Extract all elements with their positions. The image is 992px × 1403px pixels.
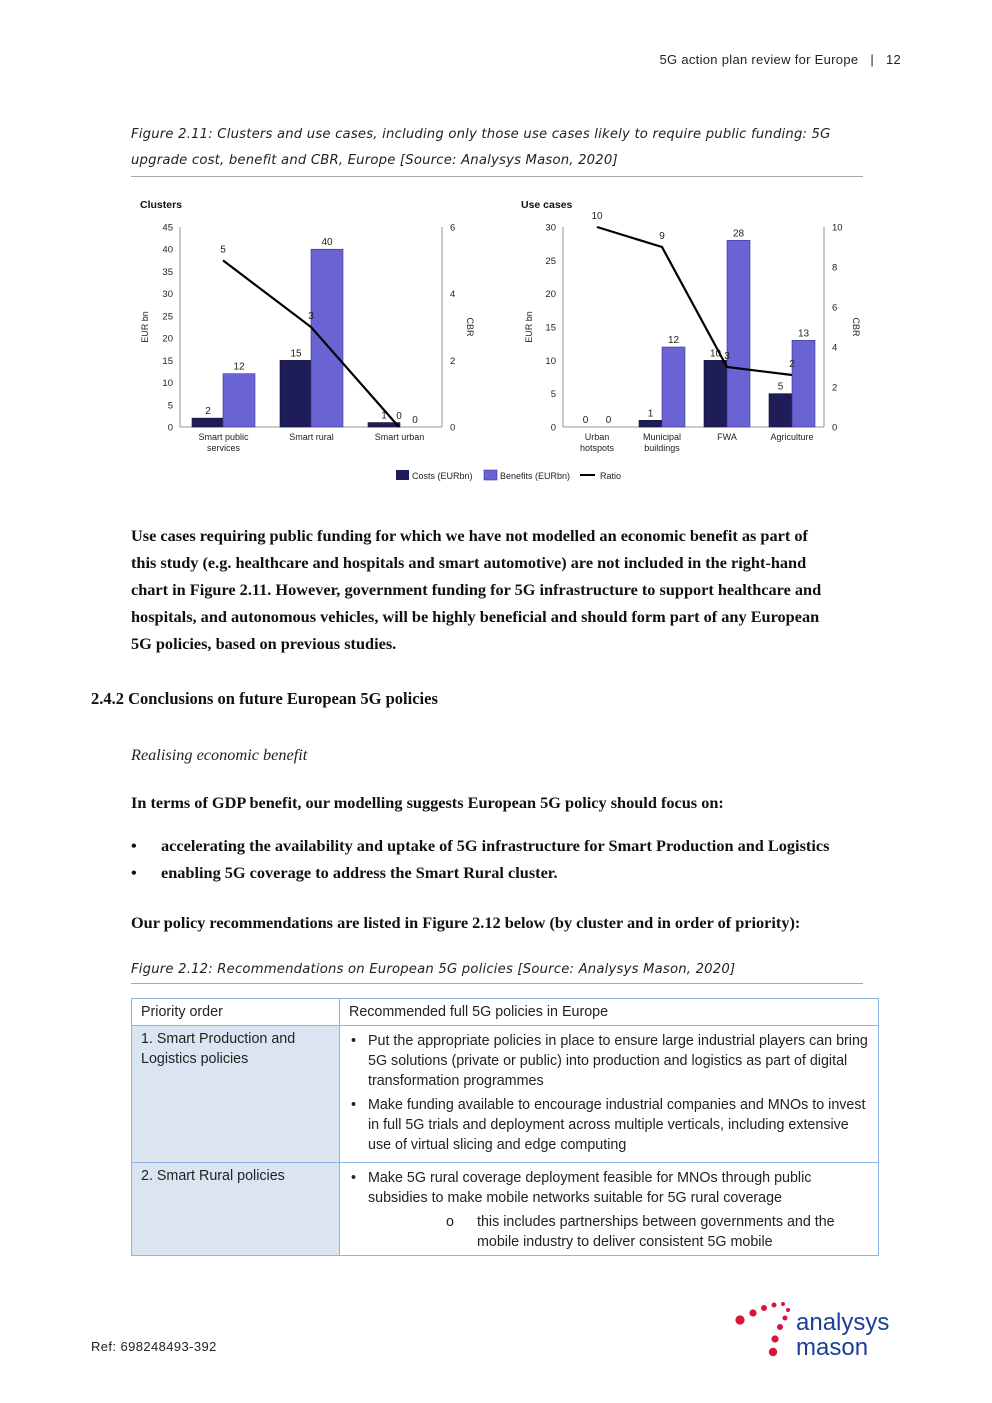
sub-list-item-text: this includes partnerships between governments and the mobile industry to deliver consistent 5G mobile [477, 1214, 835, 1250]
table-row [132, 1163, 879, 1256]
legend-benefits-swatch [484, 470, 497, 480]
document-reference: Ref: 698248493-392 [91, 1339, 217, 1354]
y2-tick-label: 2 [450, 355, 456, 367]
paragraph-line: chart in Figure 2.11. However, government funding for 5G infrastructure to support healthcare and [131, 580, 822, 599]
cost-bar [704, 360, 727, 427]
header-separator: | [870, 52, 875, 67]
cost-data-label: 1 [381, 410, 387, 422]
list-item-text: Put the appropriate policies in place to ensure large industrial players can bring 5G solutions (private or public) into production and logistics as part of digital transformation programmes [368, 1033, 868, 1089]
category-label: Urban [584, 432, 610, 442]
category-label: Smart rural [289, 432, 334, 442]
paragraph-gdp: In terms of GDP benefit, our modelling suggests European 5G policy should focus on: [131, 793, 724, 812]
cost-bar [769, 394, 792, 427]
clusters-y2-axis-label: CBR [465, 317, 475, 337]
use-cases-chart [521, 199, 861, 453]
benefit-data-label: 28 [732, 228, 745, 240]
category-label: services [206, 443, 241, 453]
header-title: 5G action plan review for Europe [659, 52, 859, 67]
bullet-icon: • [131, 863, 137, 882]
paragraph-line: Use cases requiring public funding for which we have not modelled an economic benefit as part of [131, 526, 808, 545]
list-item [131, 836, 871, 863]
category-label: Smart urban [374, 432, 425, 442]
circle-bullet-icon: o [446, 1214, 454, 1230]
y-tick-label: 5 [167, 400, 173, 412]
category-label: hotspots [579, 443, 615, 453]
cost-data-label: 2 [205, 406, 211, 418]
y-tick-label: 25 [162, 311, 173, 323]
cost-data-label: 5 [777, 381, 784, 393]
category-label: Agriculture [770, 432, 814, 442]
logo-line-2: mason [796, 1334, 869, 1361]
figure-2-12-caption: Figure 2.12: Recommendations on European 5G policies [Source: Analysys Mason, 2020] [131, 962, 736, 977]
list-item-text: Make funding available to encourage industrial companies and MNOs to invest in full 5G trials and deployment across multiple verticals, including extensive use of virtual slicing and edge computing [368, 1097, 866, 1153]
table-header-cell: Priority order [132, 999, 340, 1026]
paragraph-line: this study (e.g. healthcare and hospitals and smart automotive) are not included in the right-hand [131, 553, 807, 572]
cost-data-label: 0 [582, 415, 589, 426]
clusters-chart [140, 199, 475, 453]
bullet-icon: • [351, 1033, 357, 1049]
y-tick-label: 10 [162, 378, 173, 390]
analysys-mason-logo [730, 1296, 920, 1362]
list-item-text: enabling 5G coverage to address the Smart Rural cluster. [161, 863, 558, 882]
y-tick-label: 30 [545, 222, 556, 234]
y2-tick-label: 4 [832, 342, 838, 354]
list-item [349, 1168, 870, 1208]
recommendations-table [131, 998, 879, 1256]
table-cell-policies [340, 1163, 879, 1256]
clusters-chart-title: Clusters [140, 199, 183, 211]
logo-line-1: analysys [796, 1309, 890, 1336]
ratio-data-label: 3 [724, 351, 730, 362]
subheading: Realising economic benefit [131, 745, 308, 764]
y2-tick-label: 6 [450, 222, 456, 234]
table-cell-priority: 1. Smart Production and Logistics policies [132, 1026, 340, 1163]
y-tick-label: 35 [162, 266, 173, 278]
benefit-data-label: 12 [667, 335, 680, 346]
y2-tick-label: 8 [832, 262, 838, 274]
cost-bar [280, 360, 312, 427]
y2-tick-label: 4 [450, 289, 456, 301]
table-cell-priority: 2. Smart Rural policies [132, 1163, 340, 1256]
y2-tick-label: 6 [832, 302, 838, 314]
ratio-data-label: 5 [220, 244, 226, 256]
logo-dots-icon [735, 1302, 790, 1356]
legend-benefits-label: Benefits (EURbn) [500, 471, 571, 481]
table-cell-policies [340, 1026, 879, 1163]
y-tick-label: 15 [162, 355, 173, 367]
y-tick-label: 20 [545, 289, 556, 301]
benefit-bar [311, 249, 343, 427]
y2-tick-label: 10 [832, 222, 843, 234]
ratio-data-label: 0 [396, 411, 402, 422]
ratio-line [597, 227, 792, 375]
benefit-data-label: 13 [797, 328, 810, 340]
list-item [131, 863, 871, 890]
y-tick-label: 25 [545, 255, 556, 267]
table-header-cell: Recommended full 5G policies in Europe [340, 999, 879, 1026]
y-tick-label: 20 [162, 333, 173, 345]
cost-data-label: 15 [290, 348, 302, 360]
y2-tick-label: 2 [832, 382, 838, 394]
benefit-bar [792, 340, 815, 427]
use-cases-chart-title: Use cases [521, 199, 573, 211]
ratio-data-label: 2 [789, 359, 795, 370]
legend-ratio-label: Ratio [600, 471, 622, 481]
bullet-icon: • [351, 1170, 357, 1186]
cost-bar [639, 420, 662, 427]
paragraph-use-cases [131, 522, 866, 657]
y-tick-label: 5 [550, 389, 556, 401]
bullet-icon: • [131, 836, 137, 855]
clusters-y-axis-label: EUR bn [140, 311, 150, 343]
y-tick-label: 0 [167, 422, 173, 434]
category-label: Municipal [642, 432, 682, 442]
benefit-bar [727, 240, 750, 427]
y2-tick-label: 0 [832, 422, 838, 434]
chart-legend [396, 470, 621, 481]
paragraph-recommendations: Our policy recommendations are listed in Figure 2.12 below (by cluster and in order of priority): [131, 913, 801, 932]
benefit-data-label: 12 [233, 361, 245, 373]
list-item-text: Make 5G rural coverage deployment feasible for MNOs through public subsidies to make mobile networks suitable for 5G rural coverage [368, 1170, 812, 1206]
list-item [349, 1031, 870, 1091]
ratio-data-label: 10 [591, 211, 603, 222]
list-item [349, 1095, 870, 1155]
category-label: FWA [717, 432, 737, 442]
legend-costs-label: Costs (EURbn) [412, 471, 473, 481]
section-heading: 2.4.2 Conclusions on future European 5G policies [91, 689, 438, 708]
benefit-data-label: 40 [321, 237, 333, 249]
use-cases-y-axis-label: EUR bn [524, 311, 534, 343]
cost-data-label: 1 [647, 408, 654, 420]
legend-costs-swatch [396, 470, 409, 480]
figure-2-11-charts [0, 0, 992, 500]
cost-data-label: 10 [709, 348, 722, 360]
y-tick-label: 15 [545, 322, 556, 334]
category-label: Smart public [198, 432, 249, 442]
caption-rule [131, 983, 863, 984]
use-cases-y2-axis-label: CBR [851, 317, 861, 337]
y-tick-label: 40 [162, 244, 173, 256]
ratio-data-label: 3 [308, 311, 314, 322]
table-row [132, 1026, 879, 1163]
caption-line-1: Figure 2.11: Clusters and use cases, including only those use cases likely to require public funding: 5G [131, 127, 831, 142]
benefit-data-label: 0 [605, 415, 612, 426]
list-item-text: accelerating the availability and uptake of 5G infrastructure for Smart Production and Logistics [161, 836, 830, 855]
bullet-icon: • [351, 1097, 357, 1113]
page-number: 12 [885, 52, 901, 67]
benefit-bar [662, 347, 685, 427]
y-tick-label: 30 [162, 289, 173, 301]
table-header-row [132, 999, 879, 1026]
benefit-bar [223, 374, 255, 427]
ratio-data-label: 9 [659, 231, 665, 242]
category-label: buildings [644, 443, 680, 453]
y-tick-label: 10 [545, 355, 556, 367]
paragraph-line: 5G policies, based on previous studies. [131, 634, 397, 653]
cost-bar [192, 418, 224, 427]
sub-list-item [349, 1212, 870, 1252]
y2-tick-label: 0 [450, 422, 456, 434]
benefit-data-label: 0 [412, 415, 418, 426]
y-tick-label: 45 [162, 222, 173, 234]
y-tick-label: 0 [550, 422, 556, 434]
caption-line-2: upgrade cost, benefit and CBR, Europe [Source: Analysys Mason, 2020] [131, 153, 618, 168]
paragraph-line: hospitals, and autonomous vehicles, will be highly beneficial and should form part of any European [131, 607, 820, 626]
